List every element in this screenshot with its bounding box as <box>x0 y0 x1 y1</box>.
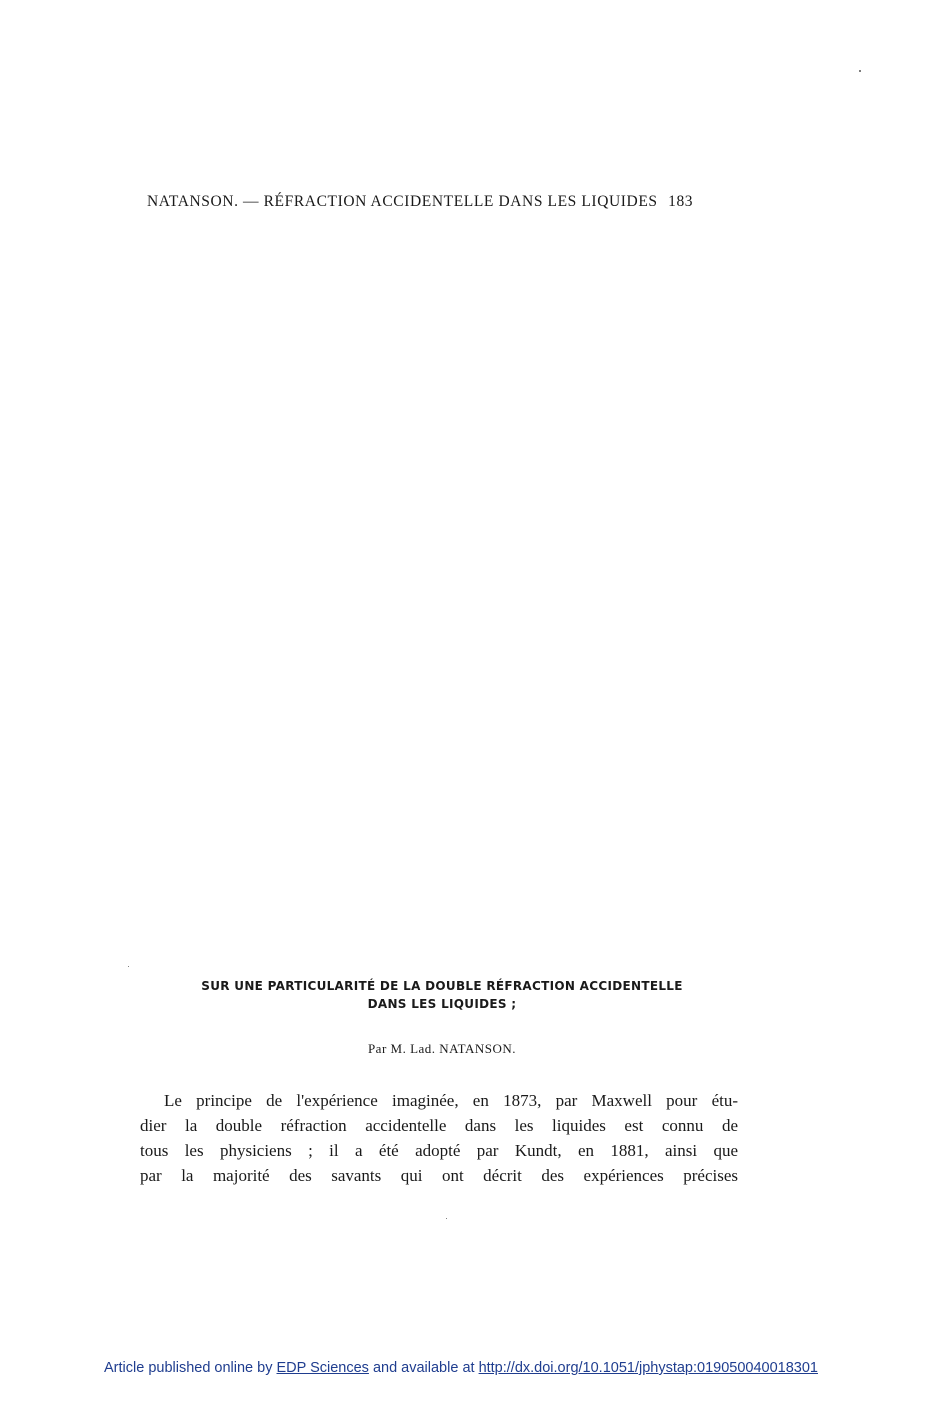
running-head <box>147 193 747 211</box>
publisher-link[interactable]: EDP Sciences <box>276 1360 369 1376</box>
article-title-line-1: SUR UNE PARTICULARITÉ DE LA DOUBLE RÉFRACTION ACCIDENTELLE <box>201 979 683 993</box>
margin-speck <box>446 1218 447 1219</box>
article-title-line-2: DANS LES LIQUIDES ; <box>367 997 517 1011</box>
body-paragraph <box>140 1088 738 1188</box>
footer-prefix: Article published online by <box>104 1360 273 1376</box>
body-line: par la majorité des savants qui ont décrit des expériences précises <box>140 1166 738 1185</box>
margin-speck <box>128 966 129 967</box>
doi-link[interactable]: http://dx.doi.org/10.1051/jphystap:019050040018301 <box>478 1360 818 1376</box>
page-number: 183 <box>668 193 694 210</box>
body-line: dier la double réfraction accidentelle dans les liquides est connu de <box>140 1116 738 1135</box>
publication-footer <box>0 1360 922 1376</box>
margin-speck <box>859 70 861 72</box>
body-line: Le principe de l'expérience imaginée, en 1873, par Maxwell pour étu- <box>164 1091 738 1110</box>
running-head-text: NATANSON. — RÉFRACTION ACCIDENTELLE DANS LES LIQUIDES <box>147 193 658 210</box>
author-byline: Par M. Lad. NATANSON. <box>367 1041 517 1056</box>
article-title <box>140 977 744 1013</box>
footer-middle: and available at <box>372 1360 475 1376</box>
body-line: tous les physiciens ; il a été adopté par Kundt, en 1881, ainsi que <box>140 1141 738 1160</box>
